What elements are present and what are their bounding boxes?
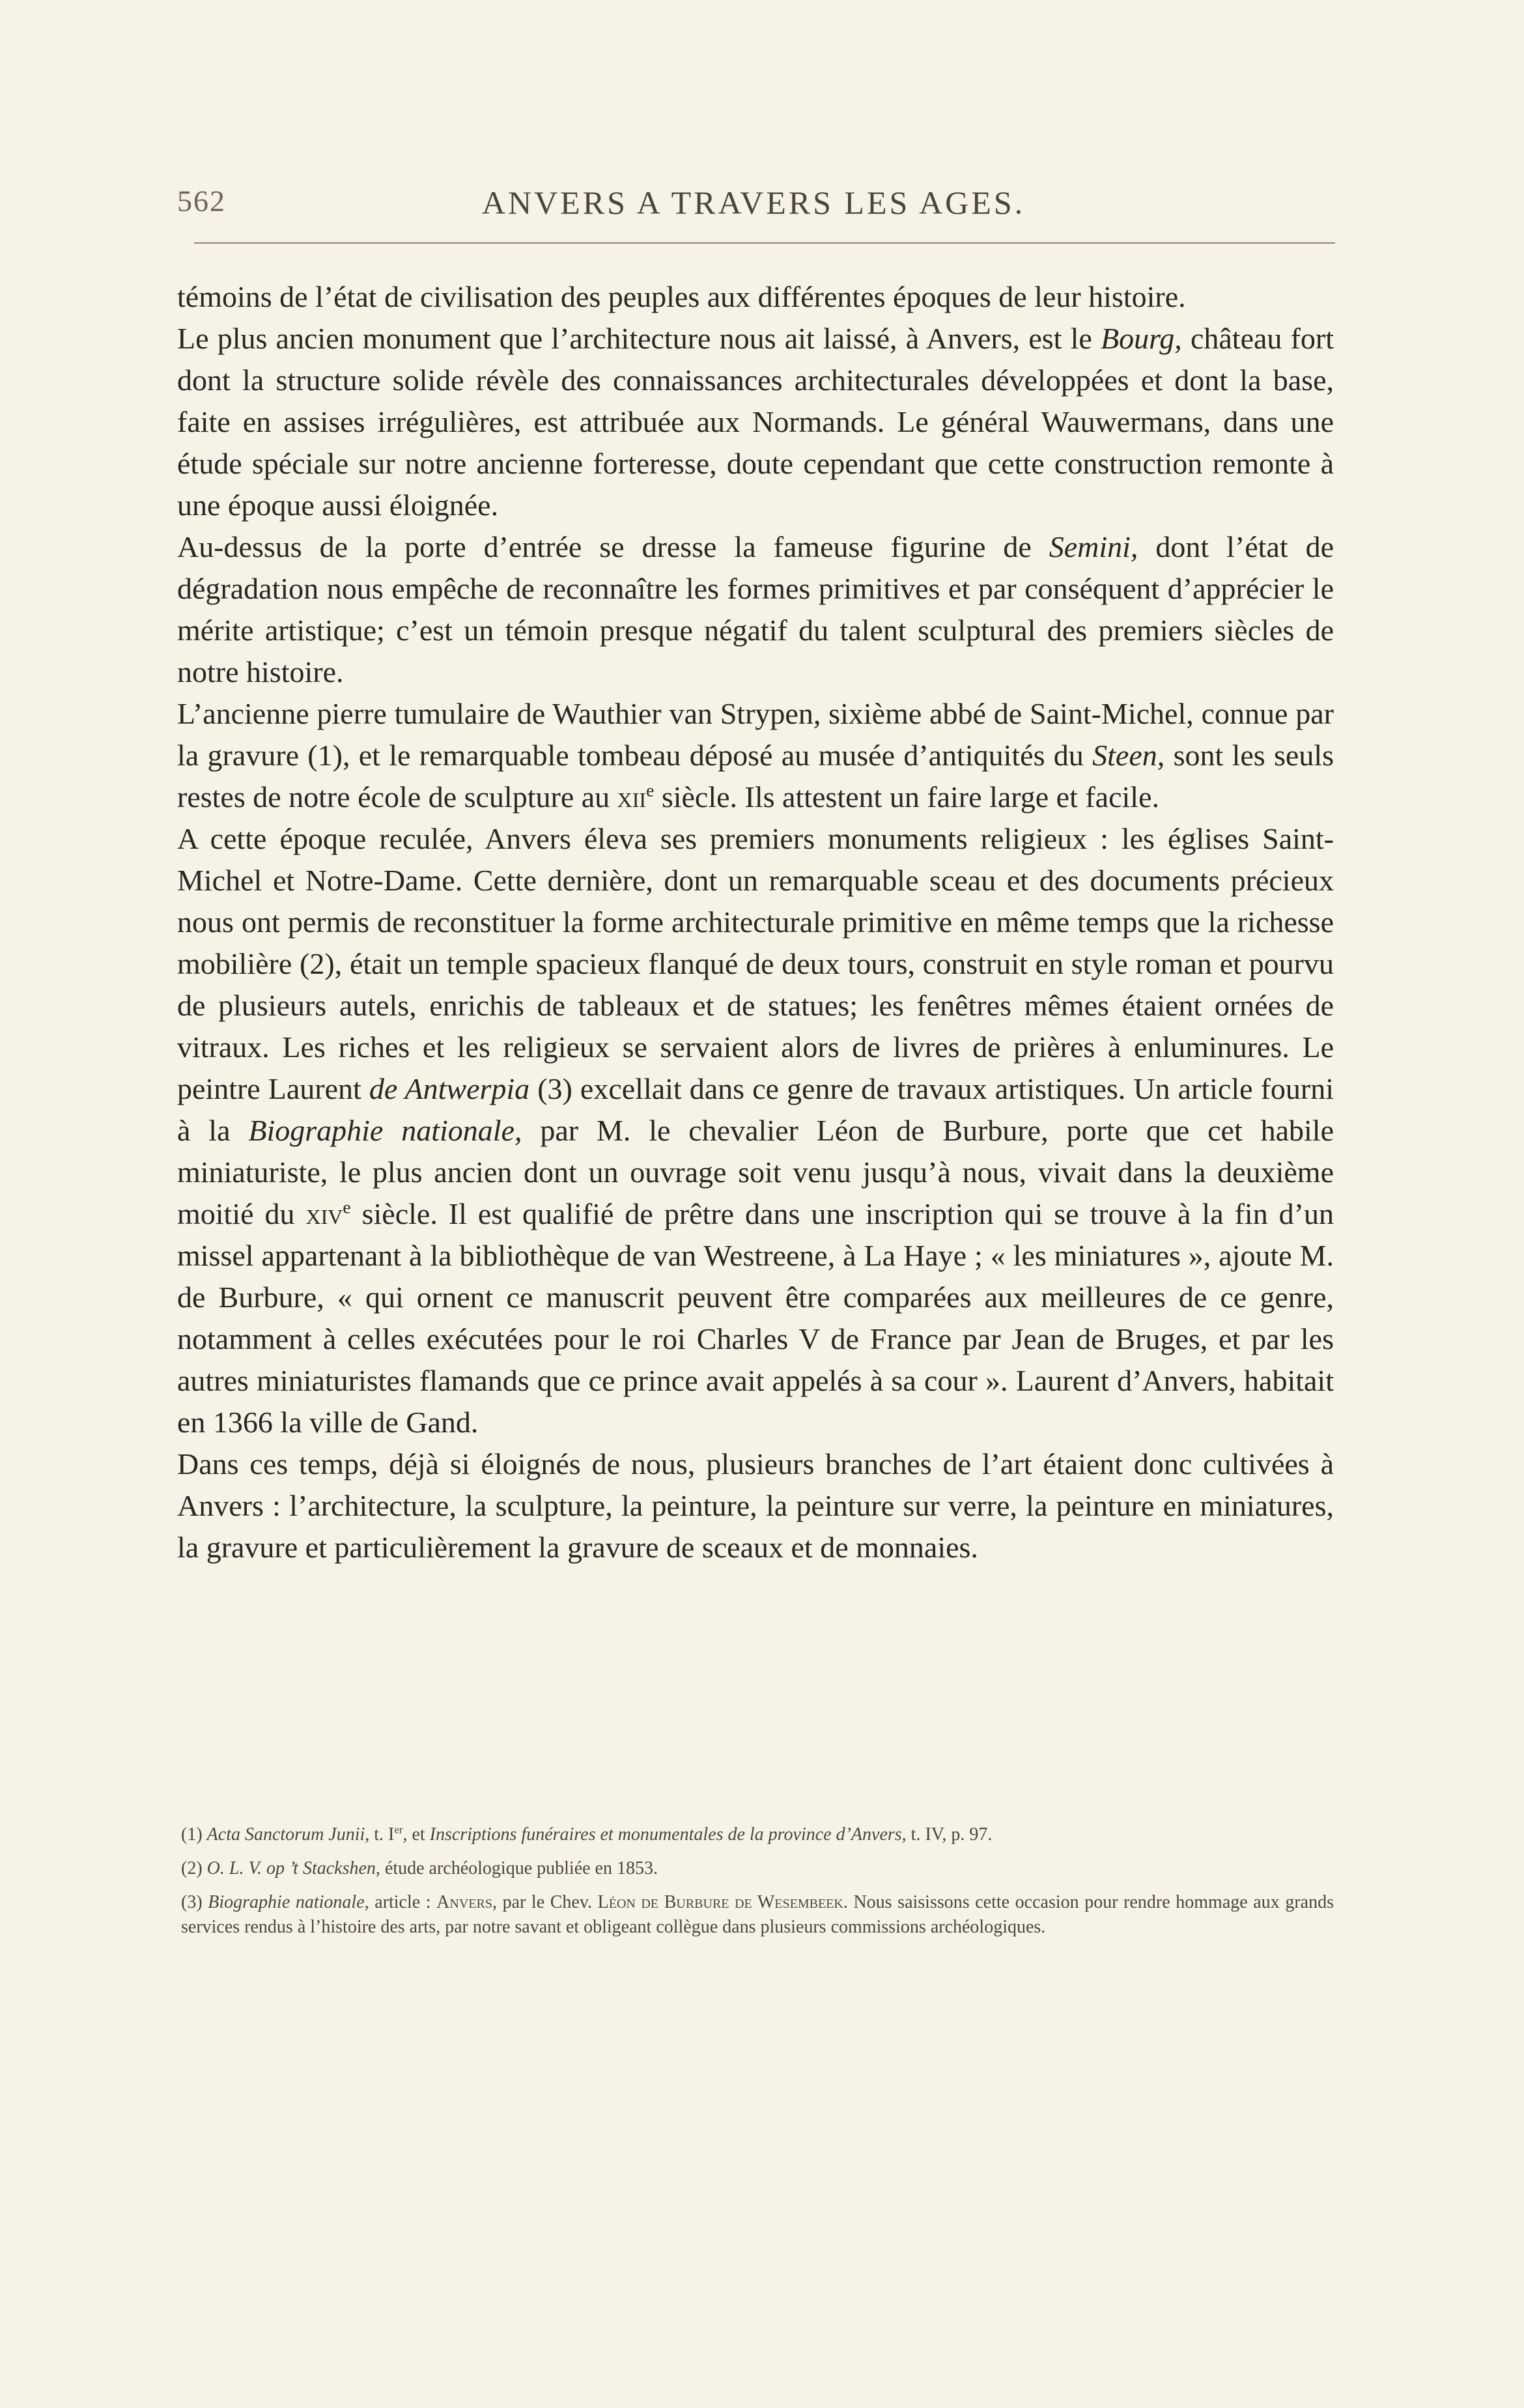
- text-segment: er: [394, 1823, 403, 1836]
- text-segment: e: [343, 1197, 351, 1217]
- text-segment: , par le Chev.: [492, 1892, 598, 1912]
- text-segment: siècle. Il est qualifié de prêtre dans une inscription qui se trouve à la fin d’un missel appartenant à la bibliothèque de van Westreene, à La Haye ; « les miniatures », ajoute M. de Burbure, « qui ornent ce manuscrit peuvent être comparées aux meilleures de ce genre, notamment à celles exécutées pour le roi Charles V de France par Jean de Bruges, et par les autres miniaturistes flamands que ce prince avait appelés à sa cour ». Laurent d’Anvers, habitait en 1366 la ville de Gand.: [177, 1197, 1334, 1439]
- text-segment: par M. le chevalier Léon de Burbure, porte que cet habile miniaturiste, le plus ancien dont un ouvrage soit venu jusqu’à nous, vivait dans la deuxième moitié du: [177, 1114, 1334, 1230]
- running-title: ANVERS A TRAVERS LES AGES.: [481, 184, 1026, 221]
- text-segment: Biographie nationale,: [208, 1892, 369, 1912]
- text-segment: (1): [181, 1824, 207, 1845]
- text-segment: Le plus ancien monument que l’architecture nous ait laissé, à Anvers, est le: [177, 322, 1101, 355]
- text-segment: Au-dessus de la porte d’entrée se dresse la fameuse figurine de: [177, 530, 1049, 563]
- text-segment: e: [646, 780, 655, 800]
- text-segment: A cette époque reculée, Anvers éleva ses premiers monuments religieux : les églises Saint-Michel et Notre-Dame. Cette dernière, dont un remarquable sceau et des documents précieux nous ont permis de reconstituer la forme architecturale primitive en même temps que la richesse mobilière (2), était un temple spacieux flanqué de deux tours, construit en style roman et pourvu de plusieurs autels, enrichis de tableaux et de statues; les fenêtres mêmes étaient ornées de vitraux. Les riches et les religieux se servaient alors de livres de prières à enluminures. Le peintre Laurent: [177, 822, 1334, 1105]
- paragraph: [177, 693, 1334, 818]
- page-number: 562: [177, 184, 226, 218]
- text-segment: Anvers: [436, 1892, 492, 1912]
- footnotes: [181, 1822, 1334, 1949]
- text-segment: xiv: [305, 1197, 343, 1230]
- footnote: [181, 1890, 1334, 1940]
- text-segment: Dans ces temps, déjà si éloignés de nous, plusieurs branches de l’art étaient donc cultivées à Anvers : l’architecture, la sculpture, la peinture, la peinture sur verre, la peinture en miniatures, la gravure et particulièrement la gravure de sceaux et de monnaies.: [177, 1447, 1334, 1564]
- text-segment: Bourg,: [1100, 322, 1182, 355]
- text-segment: t. IV, p. 97.: [906, 1824, 993, 1845]
- footnote: [181, 1822, 1334, 1847]
- text-segment: Steen,: [1092, 739, 1165, 772]
- text-segment: O. L. V. op ’t Stackshen,: [206, 1858, 380, 1878]
- text-segment: étude archéologique publiée en 1853.: [380, 1858, 658, 1878]
- text-segment: Semini,: [1049, 530, 1138, 563]
- text-segment: témoins de l’état de civilisation des peuples aux différentes époques de leur histoire.: [177, 280, 1186, 313]
- text-segment: . Nous saisissons cette occasion pour rendre hommage aux grands services rendus à l’histoire des arts, par notre savant et obligeant collègue dans plusieurs commissions archéologiques.: [181, 1892, 1334, 1937]
- text-segment: xii: [617, 780, 647, 814]
- paragraph: [177, 318, 1334, 526]
- text-segment: sont les seuls restes de notre école de sculpture au: [177, 739, 1334, 814]
- text-segment: (2): [181, 1858, 207, 1878]
- text-segment: Inscriptions funéraires et monumentales de la province d’Anvers,: [429, 1824, 907, 1845]
- text-segment: Biographie nationale,: [248, 1114, 522, 1147]
- text-segment: Léon de Burbure de Wesembeek: [597, 1892, 843, 1912]
- text-segment: , et: [402, 1824, 430, 1845]
- body-text: [177, 276, 1334, 1568]
- text-segment: siècle. Ils attestent un faire large et facile.: [654, 780, 1159, 814]
- paragraph: [177, 526, 1334, 693]
- text-segment: dont l’état de dégradation nous empêche de reconnaître les formes primitives et par conséquent d’apprécier le mérite artistique; c’est un témoin presque négatif du talent sculptural des premiers siècles de notre histoire.: [177, 530, 1334, 688]
- paragraph: [177, 276, 1334, 318]
- text-segment: article :: [369, 1892, 437, 1912]
- text-segment: L’ancienne pierre tumulaire de Wauthier van Strypen, sixième abbé de Saint-Michel, connue par la gravure (1), et le remarquable tombeau déposé au musée d’antiquités du: [177, 697, 1334, 772]
- text-segment: de Antwerpia: [369, 1072, 530, 1105]
- text-segment: Acta Sanctorum Junii,: [206, 1824, 370, 1845]
- paragraph: [177, 818, 1334, 1443]
- text-segment: t. I: [369, 1824, 395, 1845]
- footnote: [181, 1856, 1334, 1881]
- text-segment: (3): [181, 1892, 208, 1912]
- text-segment: (3) excellait dans ce genre de travaux artistiques. Un article fourni à la: [177, 1072, 1334, 1147]
- page-header: [177, 184, 1330, 229]
- text-segment: château fort dont la structure solide révèle des connaissances architecturales développées et dont la base, faite en assises irrégulières, est attribuée aux Normands. Le général Wauwermans, dans une étude spéciale sur notre ancienne forteresse, doute cependant que cette construction remonte à une époque aussi éloignée.: [177, 322, 1334, 522]
- paragraph: [177, 1443, 1334, 1568]
- header-rule: [194, 242, 1335, 244]
